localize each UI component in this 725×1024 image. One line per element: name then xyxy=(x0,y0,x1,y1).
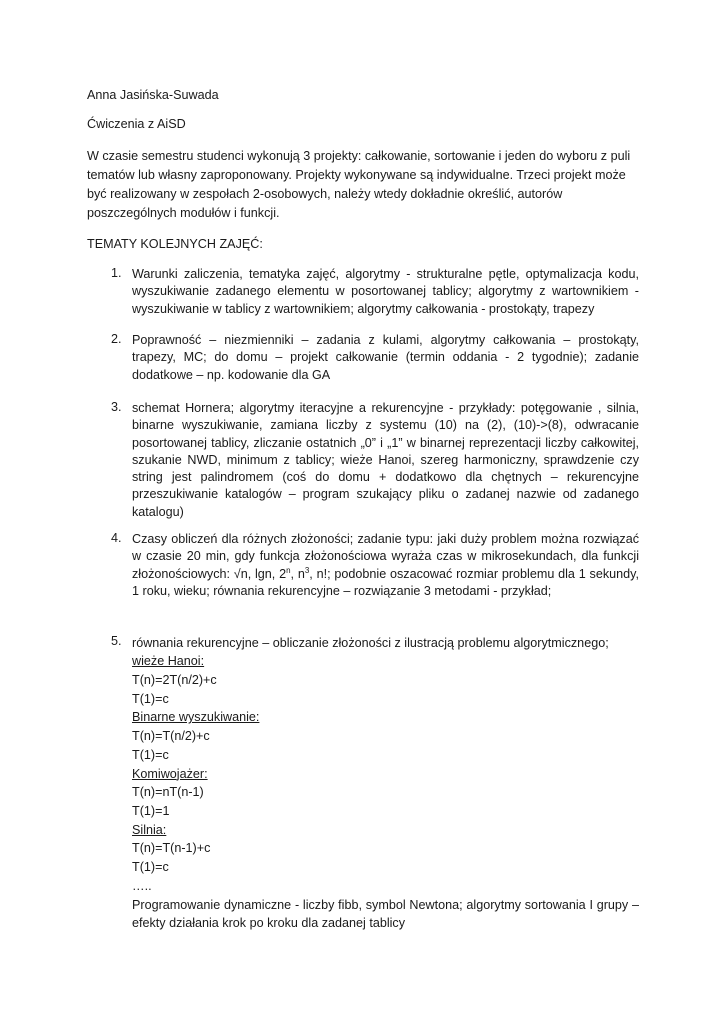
item-number: 5. xyxy=(111,634,122,648)
item-text: równania rekurencyjne – obliczanie złożoności z ilustracją problemu algorytmicznego; xyxy=(132,636,609,650)
item-text: schemat Hornera; algorytmy iteracyjne a rekurencyjne - przykłady: potęgowanie , silnia, binarne wyszukiwanie, zamiana liczby z systemu (10) na (2), (10)->(8), odwracanie posortowanej tablicy, zliczanie ostatnich „0” i „1” w binarnej reprezentacji liczby całkowitej, szukanie NWD, minimum z tablicy; wieże Hanoi, szereg harmoniczny, sprawdzenie czy string jest palindromem (coś do domu + dodatkowo dla chętnych – rekurencyjne przeszukiwanie katalogów – program szukający pliku o zadanej nazwie od zadanego katalogu) xyxy=(132,401,639,519)
recurrence-title: wieże Hanoi: xyxy=(132,654,205,669)
item-number: 4. xyxy=(111,531,122,545)
item-text-part: Czasy obliczeń dla różnych złożoności; zadanie typu: jaki duży problem można rozwiązać w czasie 20 min, gdy funkcja złożonościowa wyraża czas w mikrosekundach, dla funkcji złożonościowych: √n, lgn, 2 xyxy=(132,532,639,581)
recurrence-equation: T(n)=T(n/2)+c xyxy=(132,729,210,744)
recurrence-equation: T(n)=nT(n-1) xyxy=(132,785,204,800)
course-title: Ćwiczenia z AiSD xyxy=(87,117,186,131)
item-text xyxy=(132,531,639,600)
recurrence-equation: T(n)=T(n-1)+c xyxy=(132,841,211,856)
item-number: 1. xyxy=(111,266,122,280)
item-text-part: , n!; podobnie oszacować rozmiar problemu dla 1 sekundy, 1 roku, wieku; równania rekurencyjne – rozwiązanie 3 metodami - przykład; xyxy=(132,566,639,598)
recurrence-base-case: T(1)=1 xyxy=(132,803,170,818)
item-text: Poprawność – niezmienniki – zadania z kulami, algorytmy całkowania – prostokąty, trapezy, MC; do domu – projekt całkowanie (termin oddania - 2 tygodnie); zadanie dodatkowe – np. kodowanie dla GA xyxy=(132,333,639,382)
recurrence-title: Silnia: xyxy=(132,822,167,837)
final-paragraph: Programowanie dynamiczne - liczby fibb, symbol Newtona; algorytmy sortowania I grupy – efekty działania krok po kroku dla zadanej tablicy xyxy=(132,898,639,930)
recurrence-base-case: T(1)=c xyxy=(132,860,169,875)
ellipsis: ….. xyxy=(132,878,152,893)
item-number: 2. xyxy=(111,332,122,346)
superscript: 3 xyxy=(304,565,310,575)
author-name: Anna Jasińska-Suwada xyxy=(87,88,219,102)
item-number: 3. xyxy=(111,400,122,414)
topics-heading: TEMATY KOLEJNYCH ZAJĘĆ: xyxy=(87,237,263,251)
intro-paragraph: W czasie semestru studenci wykonują 3 projekty: całkowanie, sortowanie i jeden do wyboru z puli tematów lub własny zaproponowany. Projekty wykonywane są indywidualne. Trzeci projekt może być realizowany w zespołach 2-osobowych, należy wtedy dokładnie określić, autorów poszczególnych modułów i funkcji. xyxy=(87,149,631,220)
recurrence-base-case: T(1)=c xyxy=(132,691,169,706)
recurrence-title: Komiwojażer: xyxy=(132,766,208,781)
recurrence-title: Binarne wyszukiwanie: xyxy=(132,710,260,725)
superscript: n xyxy=(286,565,291,575)
recurrence-base-case: T(1)=c xyxy=(132,747,169,762)
item-body xyxy=(132,634,639,932)
item-text: Warunki zaliczenia, tematyka zajęć, algorytmy - strukturalne pętle, optymalizacja kodu, wyszukiwanie zadanego elementu w posortowanej tablicy; algorytmy z wartownikiem - wyszukiwanie w tablicy z wartownikiem; algorytmy całkowania - prostokąty, trapezy xyxy=(132,267,639,316)
recurrence-equation: T(n)=2T(n/2)+c xyxy=(132,673,217,687)
item-text-part: , n xyxy=(290,566,305,581)
